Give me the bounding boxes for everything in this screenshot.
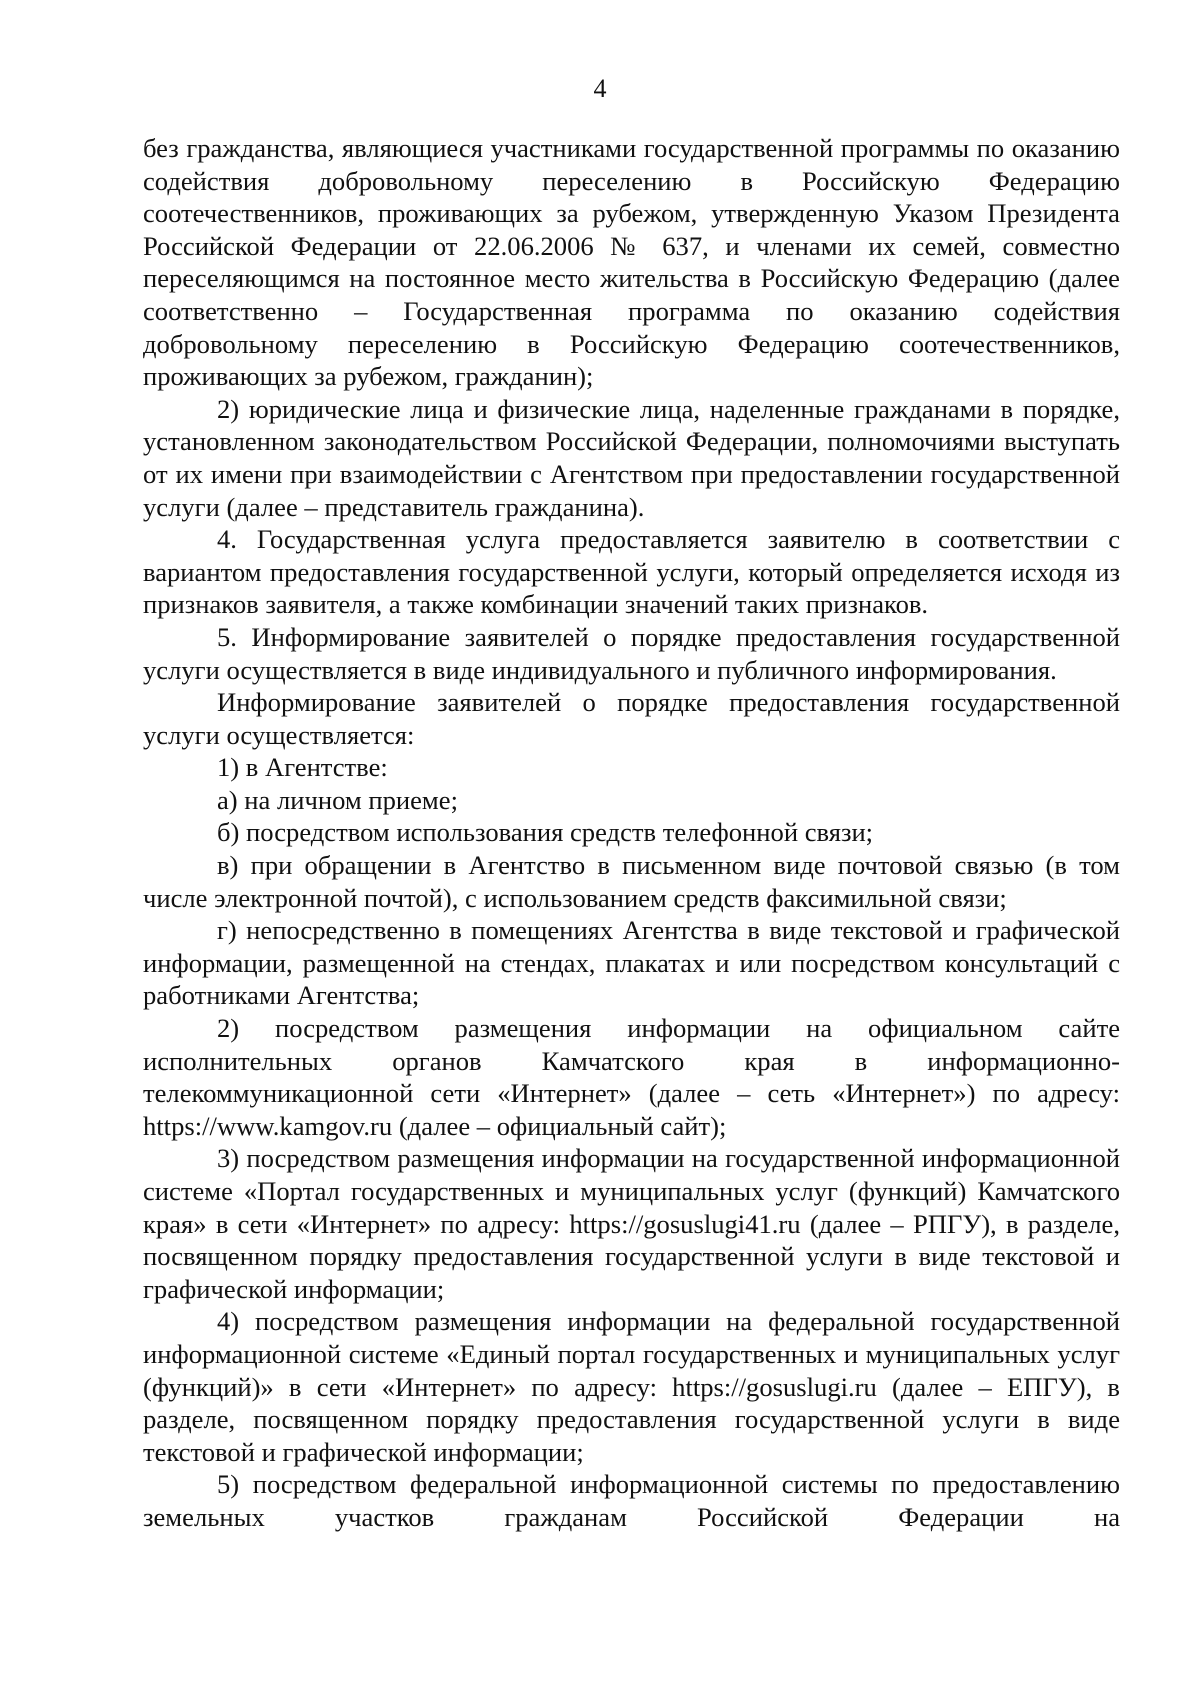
paragraph-federal-system: 5) посредством федеральной информационной системы по предоставлению земельных участков гражданам Российской Федерации на xyxy=(143,1469,1120,1532)
paragraph-rpgu: 3) посредством размещения информации на государственной информационной системе «Портал государственных и муниципальных услуг (функций) Камчатского края» в сети «Интернет» по адресу: https://gosuslugi41.ru (далее – РПГУ), в разделе, посвященном порядку предоставления государственной услуги в виде текстовой и графической информации; xyxy=(143,1143,1120,1304)
paragraph-personal-reception: а) на личном приеме; xyxy=(217,784,458,815)
paragraph-item-4: 4. Государственная услуга предоставляется заявителю в соответствии с вариантом предоставления государственной услуги, который определяется исходя из признаков заявителя, а также комбинации значений таких признаков. xyxy=(143,524,1120,620)
paragraph-agency-premises: г) непосредственно в помещениях Агентства в виде текстовой и графической информации, размещенной на стендах, плакатах и или посредством консультаций с работниками Агентства; xyxy=(143,915,1120,1011)
paragraph-stateless-participants: без гражданства, являющиеся участниками государственной программы по оказанию содействия добровольному переселению в Российскую Федерацию соотечественников, проживающих за рубежом, утвержденную Указом Президента Российской Федерации от 22.06.2006 № 637, и членами их семей, совместно переселяющимся на постоянное место жительства в Российскую Федерацию (далее соответственно – Государственная программа по оказанию содействия добровольному переселению в Российскую Федерацию соотечественников, проживающих за рубежом, гражданин); xyxy=(143,133,1120,392)
paragraph-official-site: 2) посредством размещения информации на официальном сайте исполнительных органов Камчатского края в информационно-телекоммуникационной сети «Интернет» (далее – сеть «Интернет») по адресу: https://www.kamgov.ru (далее – официальный сайт); xyxy=(143,1013,1120,1141)
paragraph-in-agency: 1) в Агентстве: xyxy=(217,752,388,783)
paragraph-legal-entities: 2) юридические лица и физические лица, наделенные гражданами в порядке, установленном законодательством Российской Федерации, полномочиями выступать от их имени при взаимодействии с Агентством при предоставлении государственной услуги (далее – представитель гражданина). xyxy=(143,393,1120,522)
document-body xyxy=(143,132,1120,1534)
paragraph-written-request: в) при обращении в Агентство в письменном виде почтовой связью (в том числе электронной почтой), с использованием средств факсимильной связи; xyxy=(143,850,1120,913)
paragraph-telephone: б) посредством использования средств телефонной связи; xyxy=(217,817,874,848)
paragraph-informing-intro: Информирование заявителей о порядке предоставления государственной услуги осуществляется: xyxy=(143,687,1120,750)
paragraph-epgu: 4) посредством размещения информации на федеральной государственной информационной системе «Единый портал государственных и муниципальных услуг (функций)» в сети «Интернет» по адресу: https://gosuslugi.ru (далее – ЕПГУ), в разделе, посвященном порядку предоставления государственной услуги в виде текстовой и графической информации; xyxy=(143,1306,1120,1467)
paragraph-item-5: 5. Информирование заявителей о порядке предоставления государственной услуги осуществляется в виде индивидуального и публичного информирования. xyxy=(143,621,1120,685)
page-number: 4 xyxy=(593,74,607,103)
